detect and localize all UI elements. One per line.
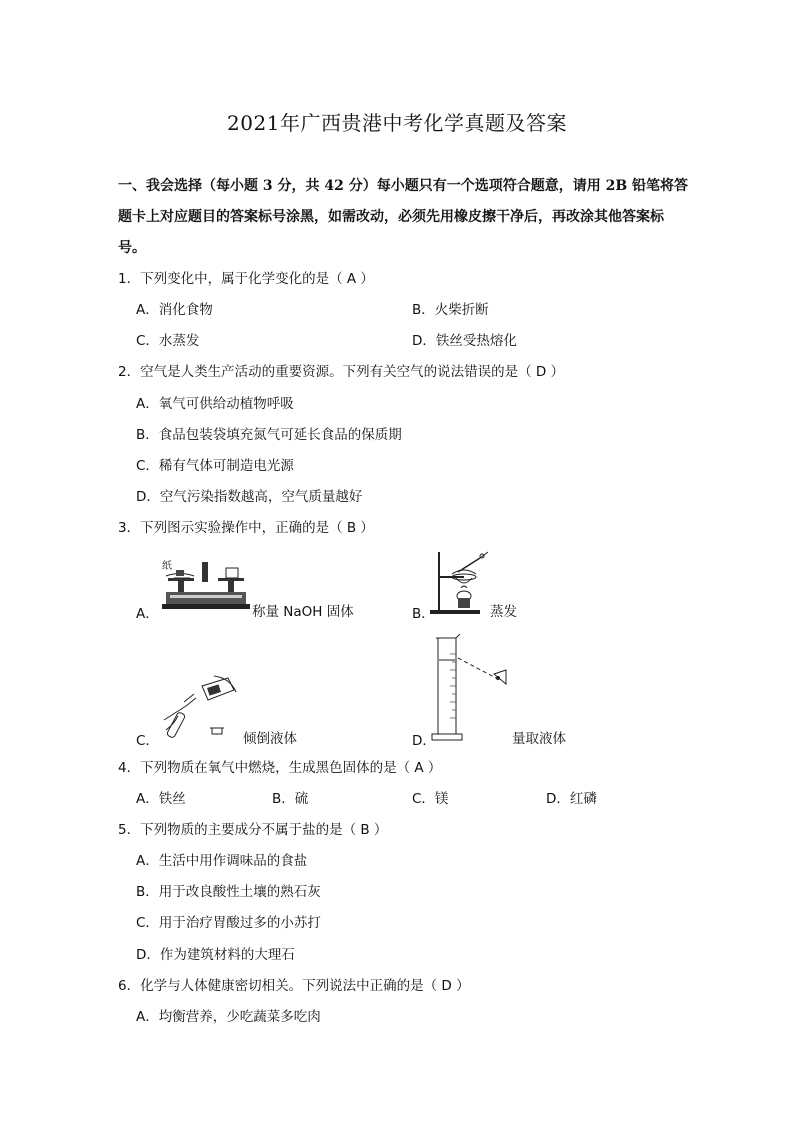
question-3-option-b: B． (412, 606, 435, 622)
paper-label: 纸 (162, 561, 172, 572)
pouring-liquid-figure (156, 672, 242, 742)
question-5-option-d: D．作为建筑材料的大理石 (136, 947, 295, 963)
question-6-option-a: A．均衡营养，少吃蔬菜多吃肉 (136, 1009, 321, 1025)
question-5-stem: 5．下列物质的主要成分不属于盐的是（ B ） (118, 822, 388, 838)
question-2-option-c: C．稀有气体可制造电光源 (136, 458, 294, 474)
question-3-caption-d: 量取液体 (512, 731, 566, 747)
question-5-option-c: C．用于治疗胃酸过多的小苏打 (136, 915, 321, 931)
question-3-caption-c: 倾倒液体 (243, 731, 297, 747)
question-4-stem: 4．下列物质在氧气中燃烧，生成黑色固体的是（ A ） (118, 760, 442, 776)
question-1-option-d: D．铁丝受热熔化 (412, 333, 517, 349)
question-3-caption-b: 蒸发 (490, 604, 517, 620)
graduated-cylinder-figure (430, 634, 514, 746)
question-4-option-c: C．镁 (412, 791, 449, 807)
question-3-option-c: C． (136, 733, 159, 749)
question-4-option-b: B．硫 (272, 791, 309, 807)
document-title: 2021年广西贵港中考化学真题及答案 (227, 111, 567, 135)
question-3-option-a: A． (136, 606, 159, 622)
section-instructions-line-2: 题卡上对应题目的答案标号涂黑，如需改动，必须先用橡皮擦干净后，再改涂其他答案标 (118, 209, 664, 225)
section-instructions-line-1: 一、我会选择（每小题 3 分，共 42 分）每小题只有一个选项符合题意，请用 2B 铅笔将答 (118, 178, 689, 194)
question-1-option-b: B．火柴折断 (412, 302, 489, 318)
question-4-option-d: D．红磷 (546, 791, 597, 807)
question-4-option-a: A．铁丝 (136, 791, 186, 807)
question-3-option-d: D． (412, 733, 436, 749)
balance-scale-figure (160, 556, 252, 616)
question-5-option-a: A．生活中用作调味品的食盐 (136, 853, 308, 869)
question-2-option-d: D．空气污染指数越高，空气质量越好 (136, 489, 363, 505)
question-1-stem: 1．下列变化中，属于化学变化的是（ A ） (118, 271, 374, 287)
question-3-caption-a: 称量 NaOH 固体 (252, 604, 354, 620)
question-1-option-c: C．水蒸发 (136, 333, 200, 349)
question-6-stem: 6．化学与人体健康密切相关。下列说法中正确的是（ D ） (118, 978, 470, 994)
question-1-option-a: A．消化食物 (136, 302, 213, 318)
question-3-stem: 3．下列图示实验操作中，正确的是（ B ） (118, 520, 374, 536)
question-2-stem: 2．空气是人类生产活动的重要资源。下列有关空气的说法错误的是（ D ） (118, 364, 565, 380)
question-2-option-b: B．食品包装袋填充氮气可延长食品的保质期 (136, 427, 402, 443)
evaporation-apparatus-figure (428, 548, 492, 618)
question-5-option-b: B．用于改良酸性土壤的熟石灰 (136, 884, 321, 900)
section-instructions-line-3: 号。 (118, 240, 146, 256)
question-2-option-a: A．氧气可供给动植物呼吸 (136, 396, 294, 412)
